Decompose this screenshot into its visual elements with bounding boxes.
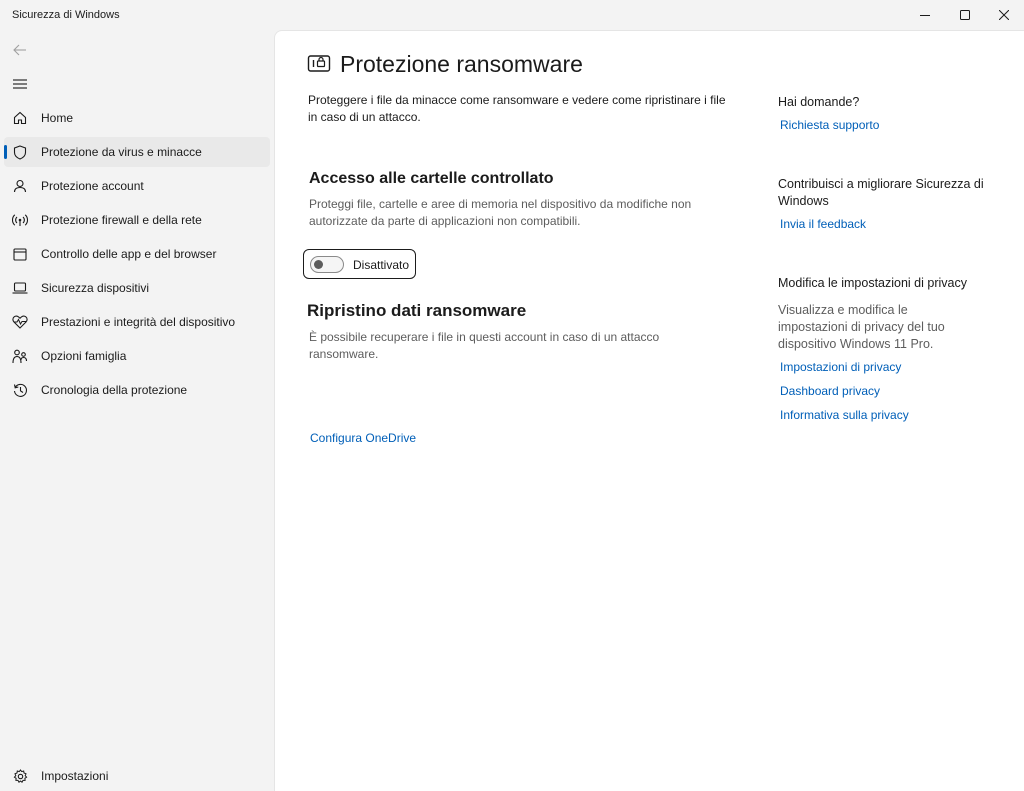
person-icon bbox=[12, 178, 28, 194]
menu-button[interactable] bbox=[6, 72, 34, 96]
gear-icon bbox=[12, 768, 28, 784]
title-bar bbox=[0, 0, 1024, 30]
send-feedback-link[interactable]: Invia il feedback bbox=[780, 217, 867, 231]
sidebar-item-device-performance[interactable] bbox=[4, 307, 270, 337]
privacy-heading: Modifica le impostazioni di privacy bbox=[778, 276, 967, 290]
sidebar-item-protection-history[interactable] bbox=[4, 375, 270, 405]
privacy-description: Visualizza e modifica le impostazioni di privacy del tuo dispositivo Windows 11 Pro. bbox=[778, 303, 945, 351]
maximize-icon bbox=[960, 10, 970, 20]
sidebar-item-firewall[interactable] bbox=[4, 205, 270, 235]
sidebar-item-label: Protezione firewall e della rete bbox=[41, 213, 202, 227]
laptop-icon bbox=[12, 280, 28, 296]
heart-pulse-icon bbox=[12, 314, 28, 330]
privacy-settings-link[interactable]: Impostazioni di privacy bbox=[780, 360, 902, 374]
back-button[interactable] bbox=[6, 38, 34, 62]
wireless-signal-icon bbox=[12, 212, 28, 228]
toggle-track bbox=[310, 256, 344, 273]
hamburger-icon bbox=[13, 78, 27, 90]
maximize-button[interactable] bbox=[946, 0, 984, 30]
recovery-description: È possibile recuperare i file in questi account in caso di un attacco ransomware. bbox=[309, 330, 660, 361]
sidebar-item-label: Sicurezza dispositivi bbox=[41, 281, 150, 295]
close-button[interactable] bbox=[985, 0, 1023, 30]
page-title: Protezione ransomware bbox=[340, 51, 583, 77]
minimize-icon bbox=[920, 10, 930, 20]
content-pane bbox=[274, 30, 1024, 791]
sidebar-item-family-options[interactable] bbox=[4, 341, 270, 371]
home-icon bbox=[12, 110, 28, 126]
app-window-icon bbox=[12, 246, 28, 262]
sidebar-item-account-protection[interactable] bbox=[4, 171, 270, 201]
questions-heading: Hai domande? bbox=[778, 95, 860, 109]
sidebar-item-label: Controllo delle app e del browser bbox=[41, 247, 217, 261]
sidebar-item-device-security[interactable] bbox=[4, 273, 270, 303]
sidebar-item-label: Cronologia della protezione bbox=[41, 383, 188, 397]
sidebar-item-label: Protezione account bbox=[41, 179, 144, 193]
toggle-state-label: Disattivato bbox=[353, 258, 410, 272]
feedback-heading: Contribuisci a migliorare Sicurezza di Windows bbox=[778, 177, 984, 208]
cfa-toggle-switch[interactable] bbox=[303, 249, 416, 279]
cfa-description: Proteggi file, cartelle e aree di memoria nel dispositivo da modifiche non autorizzate da parte di applicazioni non compatibili. bbox=[309, 197, 692, 228]
support-request-link[interactable]: Richiesta supporto bbox=[780, 118, 880, 132]
history-clock-icon bbox=[12, 382, 28, 398]
shield-icon bbox=[12, 144, 28, 160]
sidebar bbox=[0, 30, 274, 791]
sidebar-item-label: Prestazioni e integrità del dispositivo bbox=[41, 315, 236, 329]
sidebar-item-home[interactable] bbox=[4, 103, 270, 133]
family-icon bbox=[12, 348, 28, 364]
window-title: Sicurezza di Windows bbox=[12, 9, 120, 21]
sidebar-item-virus-protection[interactable] bbox=[4, 137, 270, 167]
back-arrow-icon bbox=[13, 44, 27, 56]
page-intro: Proteggere i file da minacce come ransomware e vedere come ripristinare i file in caso di un attacco. bbox=[308, 93, 726, 124]
toggle-knob bbox=[314, 260, 323, 269]
sidebar-item-settings[interactable] bbox=[4, 761, 270, 791]
sidebar-item-label: Home bbox=[41, 111, 74, 125]
sidebar-item-label: Protezione da virus e minacce bbox=[41, 145, 202, 159]
sidebar-item-label: Opzioni famiglia bbox=[41, 349, 127, 363]
sidebar-item-app-browser-control[interactable] bbox=[4, 239, 270, 269]
minimize-button[interactable] bbox=[906, 0, 944, 30]
cfa-heading: Accesso alle cartelle controllato bbox=[309, 170, 554, 187]
configure-onedrive-link[interactable]: Configura OneDrive bbox=[310, 431, 417, 445]
recovery-heading: Ripristino dati ransomware bbox=[307, 301, 527, 320]
ransomware-protection-icon bbox=[307, 53, 331, 75]
privacy-statement-link[interactable]: Informativa sulla privacy bbox=[780, 408, 909, 422]
privacy-dashboard-link[interactable]: Dashboard privacy bbox=[780, 384, 881, 398]
selection-indicator bbox=[4, 145, 7, 159]
sidebar-item-label: Impostazioni bbox=[41, 769, 109, 783]
close-icon bbox=[999, 10, 1009, 20]
